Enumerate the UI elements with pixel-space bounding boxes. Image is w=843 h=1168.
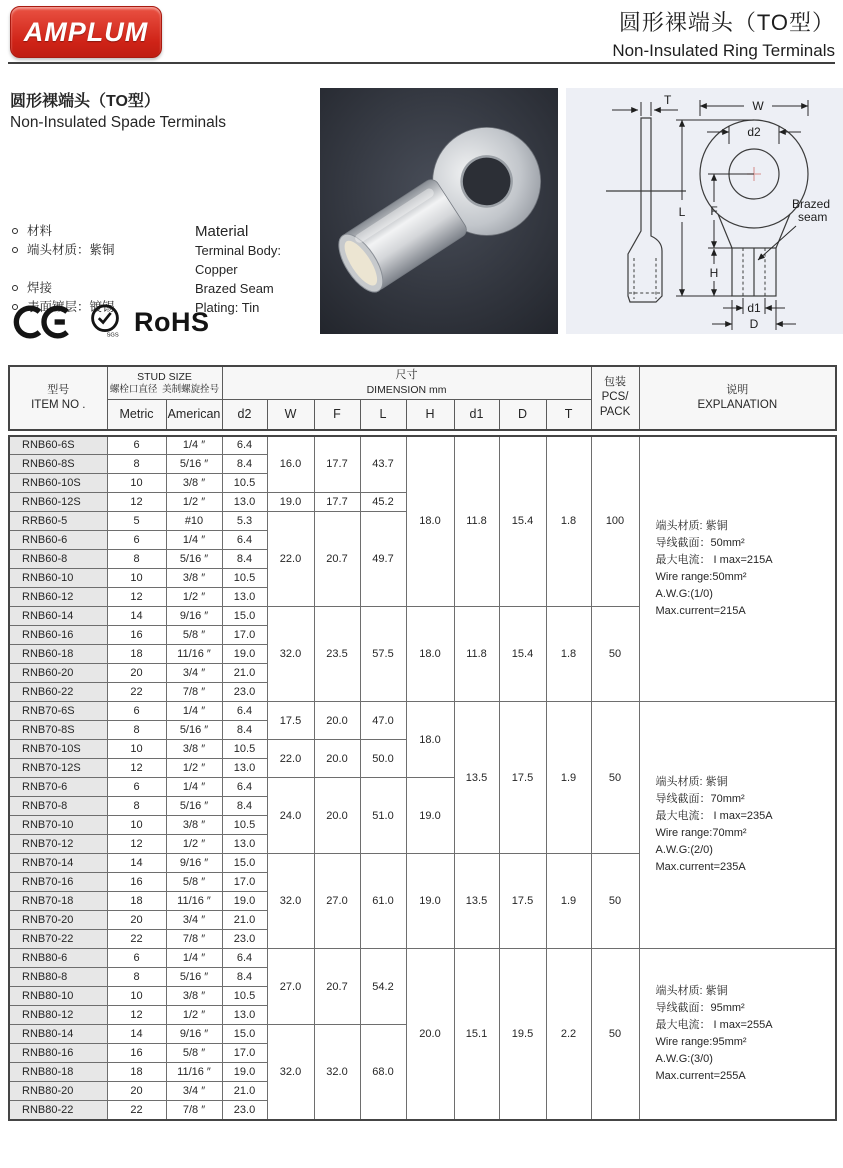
L-cell: 51.0	[360, 778, 406, 854]
d2-cell: 15.0	[222, 1025, 267, 1044]
header-explanation-en: EXPLANATION	[697, 398, 778, 411]
metric-cell: 16	[107, 1044, 166, 1063]
american-cell: 5/8 ″	[166, 1044, 222, 1063]
metric-cell: 22	[107, 930, 166, 949]
header-pack-zh: 包装	[604, 376, 627, 389]
american-cell: 3/8 ″	[166, 987, 222, 1006]
american-cell: 11/16 ″	[166, 645, 222, 664]
page-header	[612, 6, 835, 61]
d2-cell: 6.4	[222, 436, 267, 455]
item-no-cell: RNB60-10S	[9, 474, 107, 493]
metric-cell: 10	[107, 474, 166, 493]
dim-label-d1: d1	[747, 301, 761, 315]
metric-cell: 18	[107, 645, 166, 664]
bullet-icon	[12, 228, 18, 234]
W-cell: 32.0	[267, 1025, 314, 1120]
header-dimension	[222, 366, 591, 400]
header-F: F	[314, 400, 360, 430]
brand-name: AMPLUM	[23, 16, 149, 47]
product-info	[10, 88, 310, 339]
item-no-cell: RNB70-20	[9, 911, 107, 930]
american-cell: 5/8 ″	[166, 873, 222, 892]
item-no-cell: RNB80-16	[9, 1044, 107, 1063]
d2-cell: 6.4	[222, 949, 267, 968]
material-item	[10, 279, 310, 298]
d1-cell: 13.5	[454, 854, 499, 949]
dim-label-L: L	[678, 205, 686, 219]
rohs-label: RoHS	[134, 306, 210, 337]
american-cell: #10	[166, 512, 222, 531]
d2-cell: 10.5	[222, 740, 267, 759]
explanation-line: 端头材质: 紫铜	[655, 519, 728, 532]
brazed-seam-label: seam	[798, 210, 828, 224]
F-cell: 17.7	[314, 436, 360, 493]
american-cell: 3/4 ″	[166, 1082, 222, 1101]
sgs-label: SGS	[106, 332, 119, 339]
d2-cell: 8.4	[222, 797, 267, 816]
item-no-cell: RNB60-6	[9, 531, 107, 550]
d2-cell: 19.0	[222, 645, 267, 664]
metric-cell: 12	[107, 835, 166, 854]
american-cell: 1/4 ″	[166, 778, 222, 797]
header-L: L	[360, 400, 406, 430]
d2-cell: 21.0	[222, 1082, 267, 1101]
F-cell: 17.7	[314, 493, 360, 512]
american-cell: 1/4 ″	[166, 436, 222, 455]
d2-cell: 13.0	[222, 493, 267, 512]
explanation-line: 端头材质: 紫铜	[655, 984, 728, 997]
D-cell: 15.4	[499, 607, 546, 702]
F-cell: 20.7	[314, 949, 360, 1025]
d2-cell: 10.5	[222, 987, 267, 1006]
pcs-pack-cell: 100	[591, 436, 639, 607]
american-cell: 3/8 ″	[166, 740, 222, 759]
ce-mark-icon	[10, 302, 76, 342]
L-cell: 61.0	[360, 854, 406, 949]
metric-cell: 8	[107, 721, 166, 740]
material-en: Terminal Body: Copper	[195, 243, 281, 277]
item-no-cell: RNB70-12	[9, 835, 107, 854]
d2-cell: 21.0	[222, 664, 267, 683]
explanation-line: Max.current=215A	[655, 604, 746, 617]
d2-cell: 23.0	[222, 930, 267, 949]
dim-label-D: D	[749, 317, 759, 331]
dim-label-d2: d2	[747, 125, 761, 139]
d2-cell: 15.0	[222, 854, 267, 873]
F-cell: 20.0	[314, 740, 360, 778]
metric-cell: 22	[107, 683, 166, 702]
item-no-cell: RNB80-10	[9, 987, 107, 1006]
metric-cell: 14	[107, 607, 166, 626]
pcs-pack-cell: 50	[591, 607, 639, 702]
d2-cell: 8.4	[222, 968, 267, 987]
header-american: American	[166, 400, 222, 430]
explanation-line: A.W.G:(2/0)	[655, 844, 713, 856]
d1-cell: 11.8	[454, 607, 499, 702]
material-item	[10, 222, 310, 241]
pcs-pack-cell: 50	[591, 854, 639, 949]
d2-cell: 17.0	[222, 873, 267, 892]
american-cell: 11/16 ″	[166, 892, 222, 911]
metric-cell: 20	[107, 664, 166, 683]
header-divider	[8, 62, 835, 64]
dim-label-T: T	[664, 93, 672, 107]
explanation-line: 最大电流： I max=215A	[655, 553, 773, 566]
bullet-icon	[12, 247, 18, 253]
dimension-diagram-drawing	[566, 88, 843, 334]
item-no-cell: RNB70-14	[9, 854, 107, 873]
dimension-diagram	[566, 88, 843, 334]
d2-cell: 5.3	[222, 512, 267, 531]
explanation-line: Max.current=255A	[655, 1069, 746, 1082]
item-no-cell: RNB70-12S	[9, 759, 107, 778]
table-row	[9, 702, 836, 721]
material-en: Plating: Tin	[195, 300, 260, 315]
item-no-cell: RNB70-18	[9, 892, 107, 911]
explanation-line: 最大电流： I max=255A	[655, 1018, 773, 1031]
metric-cell: 12	[107, 759, 166, 778]
bullet-icon	[12, 285, 18, 291]
d2-cell: 6.4	[222, 702, 267, 721]
ring-terminal-photo	[320, 88, 558, 334]
explanation-line: Max.current=235A	[655, 861, 746, 873]
american-cell: 5/16 ″	[166, 797, 222, 816]
explanation-cell	[639, 436, 836, 702]
H-cell: 19.0	[406, 854, 454, 949]
header-H: H	[406, 400, 454, 430]
american-cell: 7/8 ″	[166, 1101, 222, 1120]
american-cell: 1/4 ″	[166, 702, 222, 721]
item-no-cell: RNB70-6S	[9, 702, 107, 721]
sgs-certification-icon	[84, 300, 126, 344]
W-cell: 17.5	[267, 702, 314, 740]
header-pack	[591, 366, 639, 430]
header-stud-size	[107, 366, 222, 400]
product-title-en: Non-Insulated Spade Terminals	[10, 114, 226, 131]
header-explanation	[639, 366, 836, 430]
explanation-line: A.W.G:(1/0)	[655, 587, 713, 600]
header-item-zh: 型号	[47, 383, 70, 396]
metric-cell: 18	[107, 892, 166, 911]
d2-cell: 19.0	[222, 1063, 267, 1082]
item-no-cell: RNB60-8S	[9, 455, 107, 474]
H-cell: 18.0	[406, 436, 454, 607]
header-dimension-zh: 尺寸	[395, 369, 418, 381]
metric-cell: 12	[107, 588, 166, 607]
header-metric: Metric	[107, 400, 166, 430]
american-cell: 9/16 ″	[166, 1025, 222, 1044]
item-no-cell: RNB60-20	[9, 664, 107, 683]
F-cell: 20.0	[314, 702, 360, 740]
american-cell: 3/4 ″	[166, 664, 222, 683]
american-cell: 7/8 ″	[166, 683, 222, 702]
product-photo	[320, 88, 558, 334]
header-W: W	[267, 400, 314, 430]
L-cell: 68.0	[360, 1025, 406, 1120]
d2-cell: 8.4	[222, 550, 267, 569]
spec-table	[8, 365, 837, 1121]
explanation-line: 最大电流： I max=235A	[655, 810, 773, 822]
item-no-cell: RNB60-10	[9, 569, 107, 588]
american-cell: 5/16 ″	[166, 721, 222, 740]
d1-cell: 13.5	[454, 702, 499, 854]
header-D: D	[499, 400, 546, 430]
L-cell: 49.7	[360, 512, 406, 607]
metric-cell: 10	[107, 987, 166, 1006]
d2-cell: 15.0	[222, 607, 267, 626]
metric-cell: 20	[107, 911, 166, 930]
item-no-cell: RNB60-18	[9, 645, 107, 664]
item-no-cell: RNB60-8	[9, 550, 107, 569]
L-cell: 57.5	[360, 607, 406, 702]
item-no-cell: RNB80-18	[9, 1063, 107, 1082]
explanation-line: A.W.G:(3/0)	[655, 1052, 713, 1065]
metric-cell: 10	[107, 740, 166, 759]
header-item-no	[9, 366, 107, 430]
material-en: Brazed Seam	[195, 281, 274, 296]
header-pack-line1: PCS/	[601, 391, 629, 404]
item-no-cell: RNB60-16	[9, 626, 107, 645]
d2-cell: 17.0	[222, 626, 267, 645]
D-cell: 17.5	[499, 702, 546, 854]
explanation-line: Wire range:70mm²	[655, 827, 747, 839]
metric-cell: 6	[107, 436, 166, 455]
L-cell: 43.7	[360, 436, 406, 493]
item-no-cell: RNB70-10	[9, 816, 107, 835]
american-cell: 11/16 ″	[166, 1063, 222, 1082]
american-cell: 1/2 ″	[166, 835, 222, 854]
table-row	[9, 949, 836, 968]
material-en: Material	[195, 223, 249, 240]
metric-cell: 8	[107, 550, 166, 569]
dim-label-W: W	[752, 99, 764, 113]
explanation-line: 导线截面：95mm²	[655, 1001, 745, 1014]
T-cell: 1.9	[546, 854, 591, 949]
american-cell: 1/2 ″	[166, 1006, 222, 1025]
american-cell: 9/16 ″	[166, 854, 222, 873]
explanation-line: Wire range:50mm²	[655, 570, 747, 583]
explanation-line: 端头材质: 紫铜	[655, 776, 728, 788]
T-cell: 2.2	[546, 949, 591, 1120]
F-cell: 20.7	[314, 512, 360, 607]
american-cell: 1/2 ″	[166, 493, 222, 512]
american-cell: 5/16 ″	[166, 455, 222, 474]
F-cell: 20.0	[314, 778, 360, 854]
metric-cell: 10	[107, 816, 166, 835]
metric-cell: 18	[107, 1063, 166, 1082]
item-no-cell: RNB60-6S	[9, 436, 107, 455]
L-cell: 54.2	[360, 949, 406, 1025]
explanation-cell	[639, 702, 836, 949]
H-cell: 20.0	[406, 949, 454, 1120]
metric-cell: 6	[107, 949, 166, 968]
american-cell: 1/4 ″	[166, 949, 222, 968]
item-no-cell: RNB80-12	[9, 1006, 107, 1025]
american-cell: 9/16 ″	[166, 607, 222, 626]
d2-cell: 13.0	[222, 835, 267, 854]
american-cell: 5/8 ″	[166, 626, 222, 645]
american-cell: 5/16 ″	[166, 550, 222, 569]
W-cell: 22.0	[267, 512, 314, 607]
W-cell: 22.0	[267, 740, 314, 778]
item-no-cell: RNB60-12S	[9, 493, 107, 512]
header-dimension-en: DIMENSION mm	[366, 384, 447, 396]
d1-cell: 15.1	[454, 949, 499, 1120]
metric-cell: 6	[107, 531, 166, 550]
product-title-zh: 圆形裸端头（TO型）	[10, 93, 160, 110]
T-cell: 1.9	[546, 702, 591, 854]
american-cell: 5/16 ″	[166, 968, 222, 987]
american-cell: 1/4 ″	[166, 531, 222, 550]
brazed-seam-label: Brazed	[792, 197, 831, 211]
item-no-cell: RNB80-14	[9, 1025, 107, 1044]
metric-cell: 8	[107, 455, 166, 474]
header-stud-en: STUD SIZE	[137, 370, 192, 383]
metric-cell: 20	[107, 1082, 166, 1101]
d2-cell: 8.4	[222, 721, 267, 740]
metric-cell: 6	[107, 778, 166, 797]
item-no-cell: RNB70-8S	[9, 721, 107, 740]
D-cell: 15.4	[499, 436, 546, 607]
metric-cell: 8	[107, 797, 166, 816]
american-cell: 3/8 ″	[166, 569, 222, 588]
item-no-cell: RNB80-6	[9, 949, 107, 968]
metric-cell: 22	[107, 1101, 166, 1120]
d2-cell: 21.0	[222, 911, 267, 930]
explanation-cell	[639, 949, 836, 1120]
d2-cell: 19.0	[222, 892, 267, 911]
D-cell: 17.5	[499, 854, 546, 949]
american-cell: 3/4 ″	[166, 911, 222, 930]
item-no-cell: RNB70-10S	[9, 740, 107, 759]
W-cell: 16.0	[267, 436, 314, 493]
header-stud-zh-american: 美制螺旋拴号	[162, 383, 220, 395]
material-zh: 端头材质：紫铜	[27, 243, 115, 257]
american-cell: 3/8 ″	[166, 474, 222, 493]
metric-cell: 12	[107, 1006, 166, 1025]
L-cell: 50.0	[360, 740, 406, 778]
D-cell: 19.5	[499, 949, 546, 1120]
d2-cell: 6.4	[222, 531, 267, 550]
metric-cell: 8	[107, 968, 166, 987]
item-no-cell: RRB60-5	[9, 512, 107, 531]
explanation-line: 导线截面：50mm²	[655, 536, 745, 549]
spec-table-body	[8, 435, 837, 1121]
W-cell: 32.0	[267, 854, 314, 949]
american-cell: 1/2 ″	[166, 588, 222, 607]
table-row	[9, 436, 836, 455]
F-cell: 27.0	[314, 854, 360, 949]
F-cell: 23.5	[314, 607, 360, 702]
certification-logos	[10, 300, 210, 344]
explanation-line: Wire range:95mm²	[655, 1035, 747, 1048]
american-cell: 7/8 ″	[166, 930, 222, 949]
W-cell: 19.0	[267, 493, 314, 512]
L-cell: 45.2	[360, 493, 406, 512]
material-item	[10, 241, 310, 279]
material-zh: 材料	[27, 224, 53, 238]
metric-cell: 6	[107, 702, 166, 721]
item-no-cell: RNB70-22	[9, 930, 107, 949]
item-no-cell: RNB80-8	[9, 968, 107, 987]
header-explanation-zh: 说明	[726, 383, 749, 396]
T-cell: 1.8	[546, 436, 591, 607]
metric-cell: 12	[107, 493, 166, 512]
d2-cell: 10.5	[222, 816, 267, 835]
page-title-zh: 圆形裸端头（TO型）	[618, 10, 835, 35]
d2-cell: 8.4	[222, 455, 267, 474]
F-cell: 32.0	[314, 1025, 360, 1120]
metric-cell: 5	[107, 512, 166, 531]
pcs-pack-cell: 50	[591, 949, 639, 1120]
header-pack-line2: PACK	[599, 406, 631, 419]
brand-logo	[10, 6, 162, 58]
item-no-cell: RNB60-22	[9, 683, 107, 702]
H-cell: 19.0	[406, 778, 454, 854]
header-item-en: ITEM NO .	[31, 398, 86, 411]
header-stud-zh-metric: 螺栓口直径	[109, 383, 158, 395]
metric-cell: 14	[107, 1025, 166, 1044]
item-no-cell: RNB60-12	[9, 588, 107, 607]
T-cell: 1.8	[546, 607, 591, 702]
d2-cell: 23.0	[222, 683, 267, 702]
item-no-cell: RNB70-8	[9, 797, 107, 816]
d2-cell: 6.4	[222, 778, 267, 797]
d2-cell: 17.0	[222, 1044, 267, 1063]
H-cell: 18.0	[406, 702, 454, 778]
H-cell: 18.0	[406, 607, 454, 702]
header-d2: d2	[222, 400, 267, 430]
d2-cell: 13.0	[222, 588, 267, 607]
item-no-cell: RNB80-22	[9, 1101, 107, 1120]
W-cell: 32.0	[267, 607, 314, 702]
d1-cell: 11.8	[454, 436, 499, 607]
metric-cell: 16	[107, 873, 166, 892]
dim-label-F: F	[710, 204, 718, 218]
d2-cell: 13.0	[222, 759, 267, 778]
explanation-line: 导线截面：70mm²	[655, 793, 745, 805]
material-zh: 焊接	[27, 281, 53, 295]
d2-cell: 10.5	[222, 474, 267, 493]
page-title-en: Non-Insulated Ring Terminals	[612, 41, 835, 60]
W-cell: 27.0	[267, 949, 314, 1025]
metric-cell: 14	[107, 854, 166, 873]
L-cell: 47.0	[360, 702, 406, 740]
american-cell: 3/8 ″	[166, 816, 222, 835]
pcs-pack-cell: 50	[591, 702, 639, 854]
header-T: T	[546, 400, 591, 430]
item-no-cell: RNB70-16	[9, 873, 107, 892]
metric-cell: 10	[107, 569, 166, 588]
W-cell: 24.0	[267, 778, 314, 854]
metric-cell: 16	[107, 626, 166, 645]
material-zh: 表面镀层：镀锡	[27, 300, 115, 314]
dim-label-H: H	[709, 266, 719, 280]
item-no-cell: RNB60-14	[9, 607, 107, 626]
d2-cell: 10.5	[222, 569, 267, 588]
item-no-cell: RNB70-6	[9, 778, 107, 797]
spec-table-header	[8, 365, 837, 431]
d2-cell: 13.0	[222, 1006, 267, 1025]
item-no-cell: RNB80-20	[9, 1082, 107, 1101]
d2-cell: 23.0	[222, 1101, 267, 1120]
header-d1: d1	[454, 400, 499, 430]
american-cell: 1/2 ″	[166, 759, 222, 778]
